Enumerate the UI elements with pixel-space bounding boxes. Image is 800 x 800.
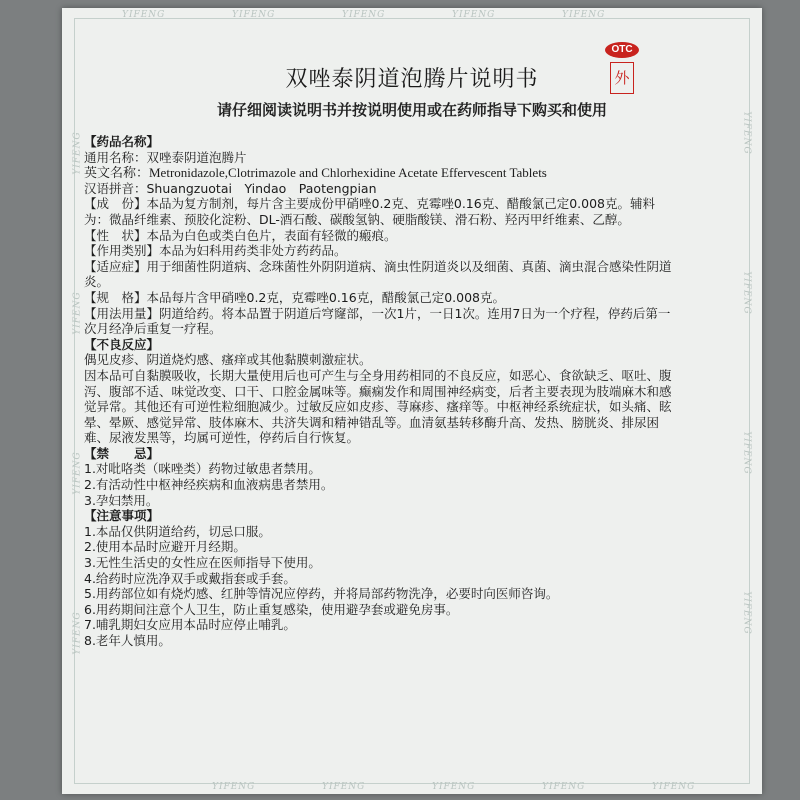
indications-section: 【适应症】用于细菌性阴道病、念珠菌性外阴阴道病、滴虫性阴道炎以及细菌、真菌、滴虫混合感染性阴道炎。 (84, 258, 672, 290)
adverse-reactions-para-1: 偶见皮疹、阴道烧灼感、瘙痒或其他黏膜刺激症状。 (84, 352, 372, 368)
watermark: YIFENG (432, 782, 476, 792)
document-subtitle: 请仔细阅读说明书并按说明使用或在药师指导下购买和使用 (216, 101, 607, 119)
adverse-reactions-header: 【不良反应】 (84, 336, 160, 352)
watermark: YIFENG (741, 111, 752, 155)
contraindications-header: 【禁 忌】 (84, 445, 160, 461)
contraindication-item: 1.对吡咯类（咪唑类）药物过敏患者禁用。 (84, 461, 321, 477)
english-name: 英文名称：Metronidazole,Clotrimazole and Chlorhexidine Acetate Effervescent Tablets (84, 165, 547, 181)
contraindication-item: 2.有活动性中枢神经疾病和血液病患者禁用。 (84, 477, 334, 493)
watermark: YIFENG (652, 782, 696, 792)
watermark: YIFENG (72, 611, 83, 655)
watermark: YIFENG (212, 782, 256, 792)
precautions-header: 【注意事项】 (84, 508, 160, 524)
contraindication-item: 3.孕妇禁用。 (84, 492, 159, 508)
precaution-item: 4.给药时应洗净双手或戴指套或手套。 (84, 570, 296, 586)
watermark: YIFENG (741, 591, 752, 635)
dosage-section: 【用法用量】阴道给药。将本品置于阴道后穹窿部，一次1片，一日1次。连用7日为一个疗程，停药后第一次月经净后重复一疗程。 (84, 305, 671, 337)
watermark: YIFENG (562, 10, 606, 20)
watermark: YIFENG (72, 131, 83, 175)
watermark: YIFENG (232, 10, 276, 20)
drug-name-header: 【药品名称】 (84, 134, 160, 149)
watermark: YIFENG (122, 10, 166, 20)
precaution-item: 5.用药部位如有烧灼感、红肿等情况应停药，并将局部药物洗净，必要时向医师咨询。 (84, 586, 559, 602)
precaution-item: 3.无性生活史的女性应在医师指导下使用。 (84, 555, 321, 571)
watermark: YIFENG (72, 451, 83, 495)
watermark: YIFENG (322, 782, 366, 792)
watermark: YIFENG (72, 291, 83, 335)
ingredients-section: 【成 份】本品为复方制剂，每片含主要成份甲硝唑0.2克、克霉唑0.16克、醋酸氯己定0.008克。辅料为：微晶纤维素、预胶化淀粉、DL-酒石酸、碳酸氢钠、硬脂酸镁、滑石粉、羟丙甲纤维素、乙醇。 (84, 196, 655, 227)
adverse-reactions-para-2: 因本品可自黏膜吸收，长期大量使用后也可产生与全身用药相同的不良反应，如恶心、食欲缺乏、呕吐、腹泻、腹部不适、味觉改变、口干、口腔金属味等。癫痫发作和周围神经病变，后者主要表现为肢端麻木和感觉异常。其他还有可逆性粒细胞减少。过敏反应如皮疹、荨麻疹、瘙痒等。中枢神经系统症状，如头痛、眩晕、晕厥、感觉异常、肢体麻木、共济失调和精神错乱等。血清氨基转移酶升高、发热、膀胱炎、排尿困难、尿液发黑等，均属可逆性，停药后自行恢复。 (84, 367, 672, 446)
watermark: YIFENG (342, 10, 386, 20)
appearance-section: 【性 状】本品为白色或类白色片，表面有轻微的瘢痕。 (84, 227, 397, 243)
watermark: YIFENG (741, 431, 752, 475)
pinyin-name: 汉语拼音：Shuangzuotai Yindao Paotengpian (84, 180, 377, 196)
precaution-item: 6.用药期间注意个人卫生，防止重复感染，使用避孕套或避免房事。 (84, 601, 459, 617)
watermark: YIFENG (452, 10, 496, 20)
precaution-item: 2.使用本品时应避开月经期。 (84, 539, 246, 555)
precaution-item: 8.老年人慎用。 (84, 633, 171, 648)
watermark: YIFENG (542, 782, 586, 792)
precaution-item: 1.本品仅供阴道给药，切忌口服。 (84, 523, 271, 539)
leaflet-body (84, 134, 674, 649)
otc-oval-label: OTC (605, 42, 639, 58)
generic-name: 通用名称：双唑泰阴道泡腾片 (84, 149, 247, 165)
precaution-item: 7.哺乳期妇女应用本品时应停止哺乳。 (84, 617, 296, 633)
specification-section: 【规 格】本品每片含甲硝唑0.2克，克霉唑0.16克，醋酸氯己定0.008克。 (84, 289, 505, 305)
category-section: 【作用类别】本品为妇科用药类非处方药药品。 (84, 243, 347, 259)
watermark: YIFENG (741, 271, 752, 315)
document-title: 双唑泰阴道泡腾片说明书 (285, 67, 539, 92)
external-use-mark: 外 (610, 62, 634, 94)
